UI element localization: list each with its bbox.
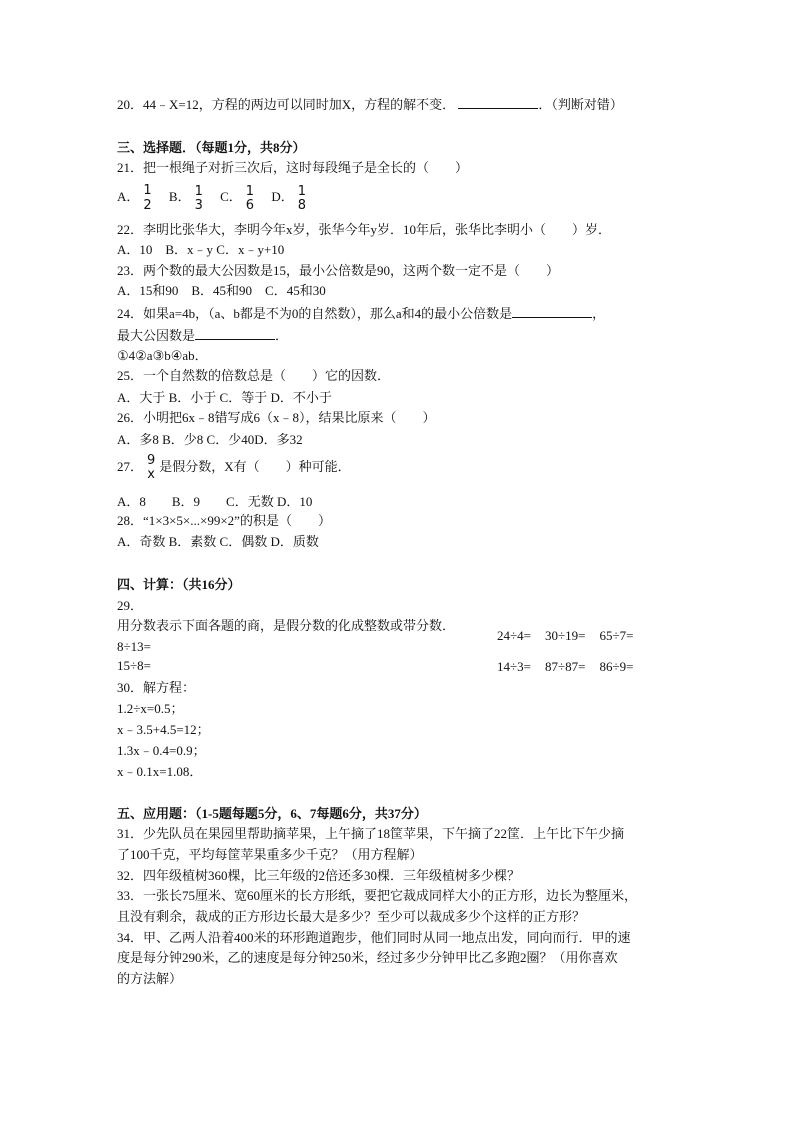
question-21: 21．把一根绳子对折三次后，这时每段绳子是全长的（ ）: [117, 160, 469, 175]
option-c[interactable]: C． 1 6: [220, 183, 255, 213]
question-33: 33．一张长75厘米、宽60厘米的长方形纸，要把它裁成同样大小的正方形，边长为整厘米，: [117, 888, 638, 903]
question-24-line2: [117, 327, 288, 345]
question-30: 30．解方程：: [117, 680, 196, 695]
calc-item: 86÷9=: [599, 659, 634, 674]
question-20: [117, 96, 623, 114]
question-28: 28．“1×3×5×...×99×2”的积是（ ）: [117, 513, 331, 528]
calc-item: 15÷8=: [117, 658, 151, 673]
calc-row-2: [497, 658, 647, 676]
question-suffix: ．（判断对错）: [538, 97, 623, 112]
question-26: 26．小明把6x﹣8错写成6（x﹣8），结果比原来（ ）: [117, 410, 436, 425]
question-23-options: A．15和90 B．45和90 C．45和30: [117, 283, 326, 298]
question-text: 最大公因数是: [117, 328, 196, 343]
question-31-line2: 了100千克，平均每筐苹果重多少千克？（用方程解）: [117, 847, 423, 862]
question-21-options: [117, 184, 320, 213]
question-31: 31．少先队员在果园里帮助摘苹果，上午摘了18筐苹果，下午摘了22筐．上午比下午少摘: [117, 826, 625, 841]
section-3-title: 三、选择题．（每题1分，共8分）: [117, 140, 306, 155]
answer-blank-gcd[interactable]: [195, 327, 275, 340]
question-28-options: A．奇数 B．素数 C．偶数 D．质数: [117, 534, 319, 549]
question-27: [117, 454, 351, 482]
answer-blank[interactable]: [458, 96, 538, 109]
question-text: 是假分数，X有（ ）种可能．: [159, 458, 351, 474]
question-32: 32．四年级植树360棵，比三年级的2倍还多30棵．三年级植树多少棵？: [117, 868, 521, 883]
section-4-title: 四、计算：（共16分）: [117, 577, 241, 592]
question-25-options: A．大于 B．小于 C．等于 D．不小于: [117, 390, 332, 405]
option-a[interactable]: A． $\frac{1}{2}$: [117, 183, 152, 213]
question-27-options: A．8 B．9 C．无数 D．10: [117, 494, 313, 509]
calc-item: 8÷13=: [117, 639, 151, 654]
question-text: 20．44﹣X=12，方程的两边可以同时加X，方程的解不变．: [117, 97, 456, 112]
equation: x﹣0.1x=1.08．: [117, 764, 203, 779]
question-26-options: A．多8 B．少8 C．少40D．多32: [117, 432, 303, 447]
option-b[interactable]: B． 1 3: [168, 183, 203, 213]
question-34-line3: 的方法解）: [117, 971, 183, 986]
question-33-line2: 且没有剩余，裁成的正方形边长最大是多少？至少可以裁成多少个这样的正方形？: [117, 909, 586, 924]
section-5-title: 五、应用题：（1-5题每题5分，6、7每题6分，共37分）: [117, 806, 427, 821]
option-d[interactable]: D． 1 8: [271, 183, 306, 213]
calc-row-1: [497, 627, 647, 645]
question-22-options: A．10 B．x﹣y C．x﹣y+10: [117, 242, 285, 257]
equation: x﹣3.5+4.5=12；: [117, 722, 210, 737]
calc-item: 65÷7=: [599, 628, 634, 643]
punct: ．: [275, 328, 289, 343]
question-23: 23．两个数的最大公因数是15，最小公倍数是90，这两个数一定不是（ ）: [117, 263, 560, 278]
equation: 1.2÷x=0.5；: [117, 701, 184, 716]
question-34: 34．甲、乙两人沿着400米的环形跑道跑步，他们同时从同一地点出发，同向而行．甲的速: [117, 930, 631, 945]
calc-item: 87÷87=: [544, 659, 586, 674]
question-29: 用分数表示下面各题的商，是假分数的化成整数或带分数．: [117, 618, 456, 633]
fraction: 9 x: [147, 453, 156, 482]
punct: ，: [592, 306, 606, 321]
question-29-number: 29．: [117, 598, 144, 613]
question-number: 27．: [117, 458, 144, 474]
question-text: 24．如果a=4b，（a、b都是不为0的自然数），那么a和4的最小公倍数是: [117, 306, 513, 321]
calc-item: 24÷4=: [497, 628, 531, 643]
question-22: 22．李明比张华大，李明今年x岁，张华今年y岁．10年后，张华比李明小（ ）岁．: [117, 222, 612, 237]
calc-item: 30÷19=: [544, 628, 586, 643]
calc-item: 14÷3=: [497, 659, 531, 674]
equation: 1.3x﹣0.4=0.9；: [117, 743, 206, 758]
question-24: [117, 305, 605, 323]
question-24-options: ①4②a③b④ab．: [117, 348, 208, 363]
question-25: 25．一个自然数的倍数总是（ ）它的因数．: [117, 368, 391, 383]
question-34-line2: 度是每分钟290米，乙的速度是每分钟250米，经过多少分钟甲比乙多跑2圈？（用你喜欢: [117, 950, 618, 965]
answer-blank-lcm[interactable]: [512, 305, 592, 318]
